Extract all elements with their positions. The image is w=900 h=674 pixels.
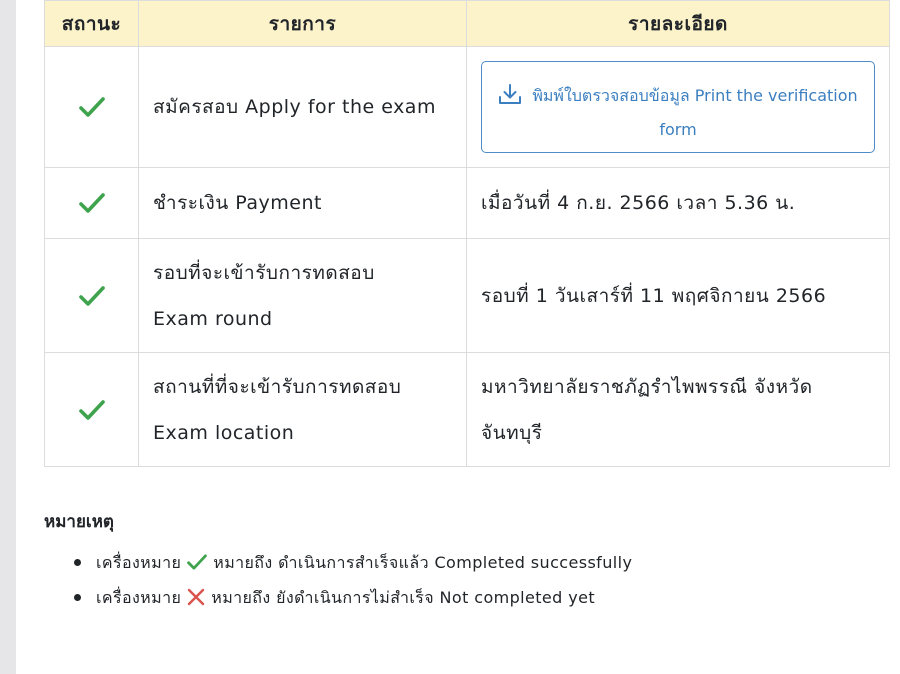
item-thai: สถานที่ที่จะเข้ารับการทดสอบ [153,375,402,398]
item-cell: ชำระเงิน Payment [139,168,467,239]
detail-cell: เมื่อวันที่ 4 ก.ย. 2566 เวลา 5.36 น. [467,168,890,239]
detail-line: จันทบุรี [481,421,543,444]
table-row [45,353,890,467]
status-cell [45,168,139,239]
print-verification-button[interactable] [481,61,875,153]
legend-text: หมายถึง ยังดำเนินการไม่สำเร็จ Not completed yet [211,588,596,607]
item-thai: รอบที่จะเข้ารับการทดสอบ [153,261,375,284]
cross-icon [187,588,205,606]
remarks-list [44,545,864,615]
page [16,0,900,674]
item-cell [139,353,467,467]
detail-cell [467,47,890,168]
legend-prefix: เครื่องหมาย [96,553,182,572]
legend-prefix: เครื่องหมาย [96,588,182,607]
legend-text: หมายถึง ดำเนินการสำเร็จแล้ว Completed successfully [213,553,633,572]
check-icon [79,96,105,118]
list-item [44,580,864,615]
status-table [44,0,890,467]
table-row [45,168,890,239]
detail-cell [467,353,890,467]
download-icon [498,83,522,105]
table-header-row [45,1,890,47]
table-row [45,47,890,168]
check-icon [187,553,207,571]
header-detail: รายละเอียด [467,1,890,47]
detail-line: มหาวิทยาลัยราชภัฏรำไพพรรณี จังหวัด [481,375,813,398]
remarks-section [44,508,864,615]
detail-cell: รอบที่ 1 วันเสาร์ที่ 11 พฤศจิกายน 2566 [467,239,890,353]
status-cell [45,239,139,353]
print-button-label: พิมพ์ใบตรวจสอบข้อมูล Print the verification form [532,86,858,139]
list-item [44,545,864,580]
item-cell: สมัครสอบ Apply for the exam [139,47,467,168]
check-icon [79,285,105,307]
table-row [45,239,890,353]
header-status: สถานะ [45,1,139,47]
remarks-title: หมายเหตุ [44,512,114,532]
status-cell [45,47,139,168]
item-english: Exam round [153,307,273,330]
check-icon [79,192,105,214]
header-item: รายการ [139,1,467,47]
item-english: Exam location [153,421,295,444]
item-cell [139,239,467,353]
check-icon [79,399,105,421]
status-cell [45,353,139,467]
